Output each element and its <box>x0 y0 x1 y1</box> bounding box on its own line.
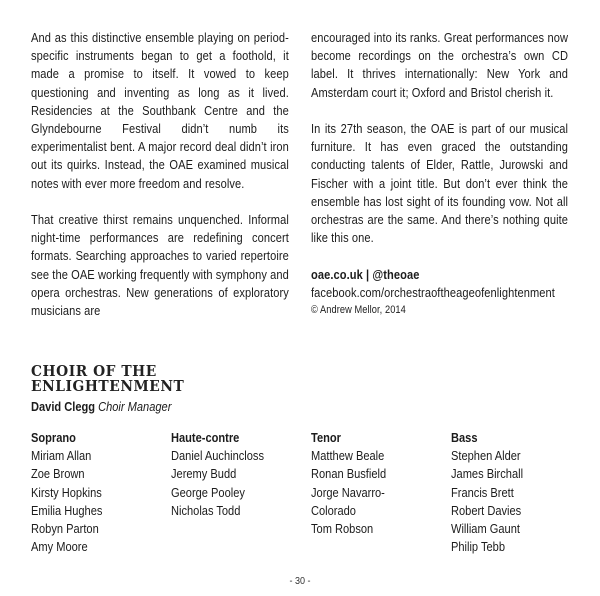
member-name: James Birchall <box>451 466 524 482</box>
twitter-handle[interactable]: @theoae <box>372 266 420 282</box>
facebook-link[interactable]: facebook.com/orchestraoftheageofenlightenment <box>311 284 555 300</box>
member-name: Daniel Auchincloss <box>171 448 264 464</box>
member-name: Nicholas Todd <box>171 502 241 518</box>
voice-section-soprano <box>31 429 102 556</box>
member-name: Francis Brett <box>451 484 514 500</box>
member-name: Emilia Hughes <box>31 502 103 518</box>
copyright-notice: © Andrew Mellor, 2014 <box>311 304 406 317</box>
member-name: Jorge Navarro- <box>311 484 385 500</box>
paragraph: encouraged into its ranks. Great performances now become recordings on the orchestra’s own CD label. It thrives internationally: New York and Amsterdam court it; Oxford and Bristol cherish it. <box>311 30 569 100</box>
manager-role: Choir Manager <box>98 399 172 414</box>
contact-separator: | <box>362 266 373 282</box>
contact-info <box>311 266 568 319</box>
manager-name: David Clegg <box>31 399 96 414</box>
member-name: Miriam Allan <box>31 448 92 464</box>
member-name: Ronan Busfield <box>311 466 387 482</box>
member-name: Colorado <box>311 502 356 518</box>
article-left-column <box>31 29 289 338</box>
member-name: Matthew Beale <box>311 448 385 464</box>
member-name: George Pooley <box>171 484 245 500</box>
voice-section-bass <box>451 429 523 556</box>
member-name: Robert Davies <box>451 502 522 518</box>
choir-title-line: CHOIR OF THE <box>31 362 157 380</box>
paragraph: In its 27th season, the OAE is part of our musical furniture. It has even graced the outstanding conducting talents of Elder, Rattle, Jurowski and Fischer with a joint title. But don’t ever think the ensemble has lost sight of its founding vow. Not all orchestras are the same. And there’s nothing quite like this one. <box>311 121 569 246</box>
voice-heading: Haute-contre <box>171 430 240 445</box>
paragraph: That creative thirst remains unquenched. Informal night-time performances are redefining concert formats. Searching approaches to varied repertoire see the OAE working frequently with symphony and opera orchestras. New generations of exploratory musicians are <box>31 212 289 319</box>
voice-heading: Soprano <box>31 430 76 445</box>
member-name: Jeremy Budd <box>171 466 237 482</box>
member-name: Stephen Alder <box>451 448 521 464</box>
choir-title-line: ENLIGHTENMENT <box>31 377 185 395</box>
member-name: Zoe Brown <box>31 466 85 482</box>
voice-heading: Bass <box>451 430 478 445</box>
choir-title <box>31 364 184 394</box>
member-name: Kirsty Hopkins <box>31 484 102 500</box>
member-name: Tom Robson <box>311 520 374 536</box>
member-name: Philip Tebb <box>451 539 505 555</box>
voice-section-haute-contre <box>171 429 264 520</box>
choir-manager <box>31 399 171 415</box>
member-name: Amy Moore <box>31 539 88 555</box>
member-name: William Gaunt <box>451 520 520 536</box>
voice-heading: Tenor <box>311 430 341 445</box>
voice-section-tenor <box>311 429 386 538</box>
article-right-column <box>311 29 568 319</box>
website-link[interactable]: oae.co.uk <box>311 266 363 282</box>
member-name: Robyn Parton <box>31 520 99 536</box>
page-number: - 30 - <box>289 576 311 587</box>
paragraph: And as this distinctive ensemble playing on period-specific instruments began to get a foothold, it made a promise to itself. It vowed to keep questioning and inventing as long as it lived. Residencies at the Southbank Centre and the Glyndebourne Festival didn’t numb its experimentalist bent. A major record deal didn’t iron out its quirks. Instead, the OAE examined musical notes with ever more freedom and resolve. <box>31 30 289 191</box>
